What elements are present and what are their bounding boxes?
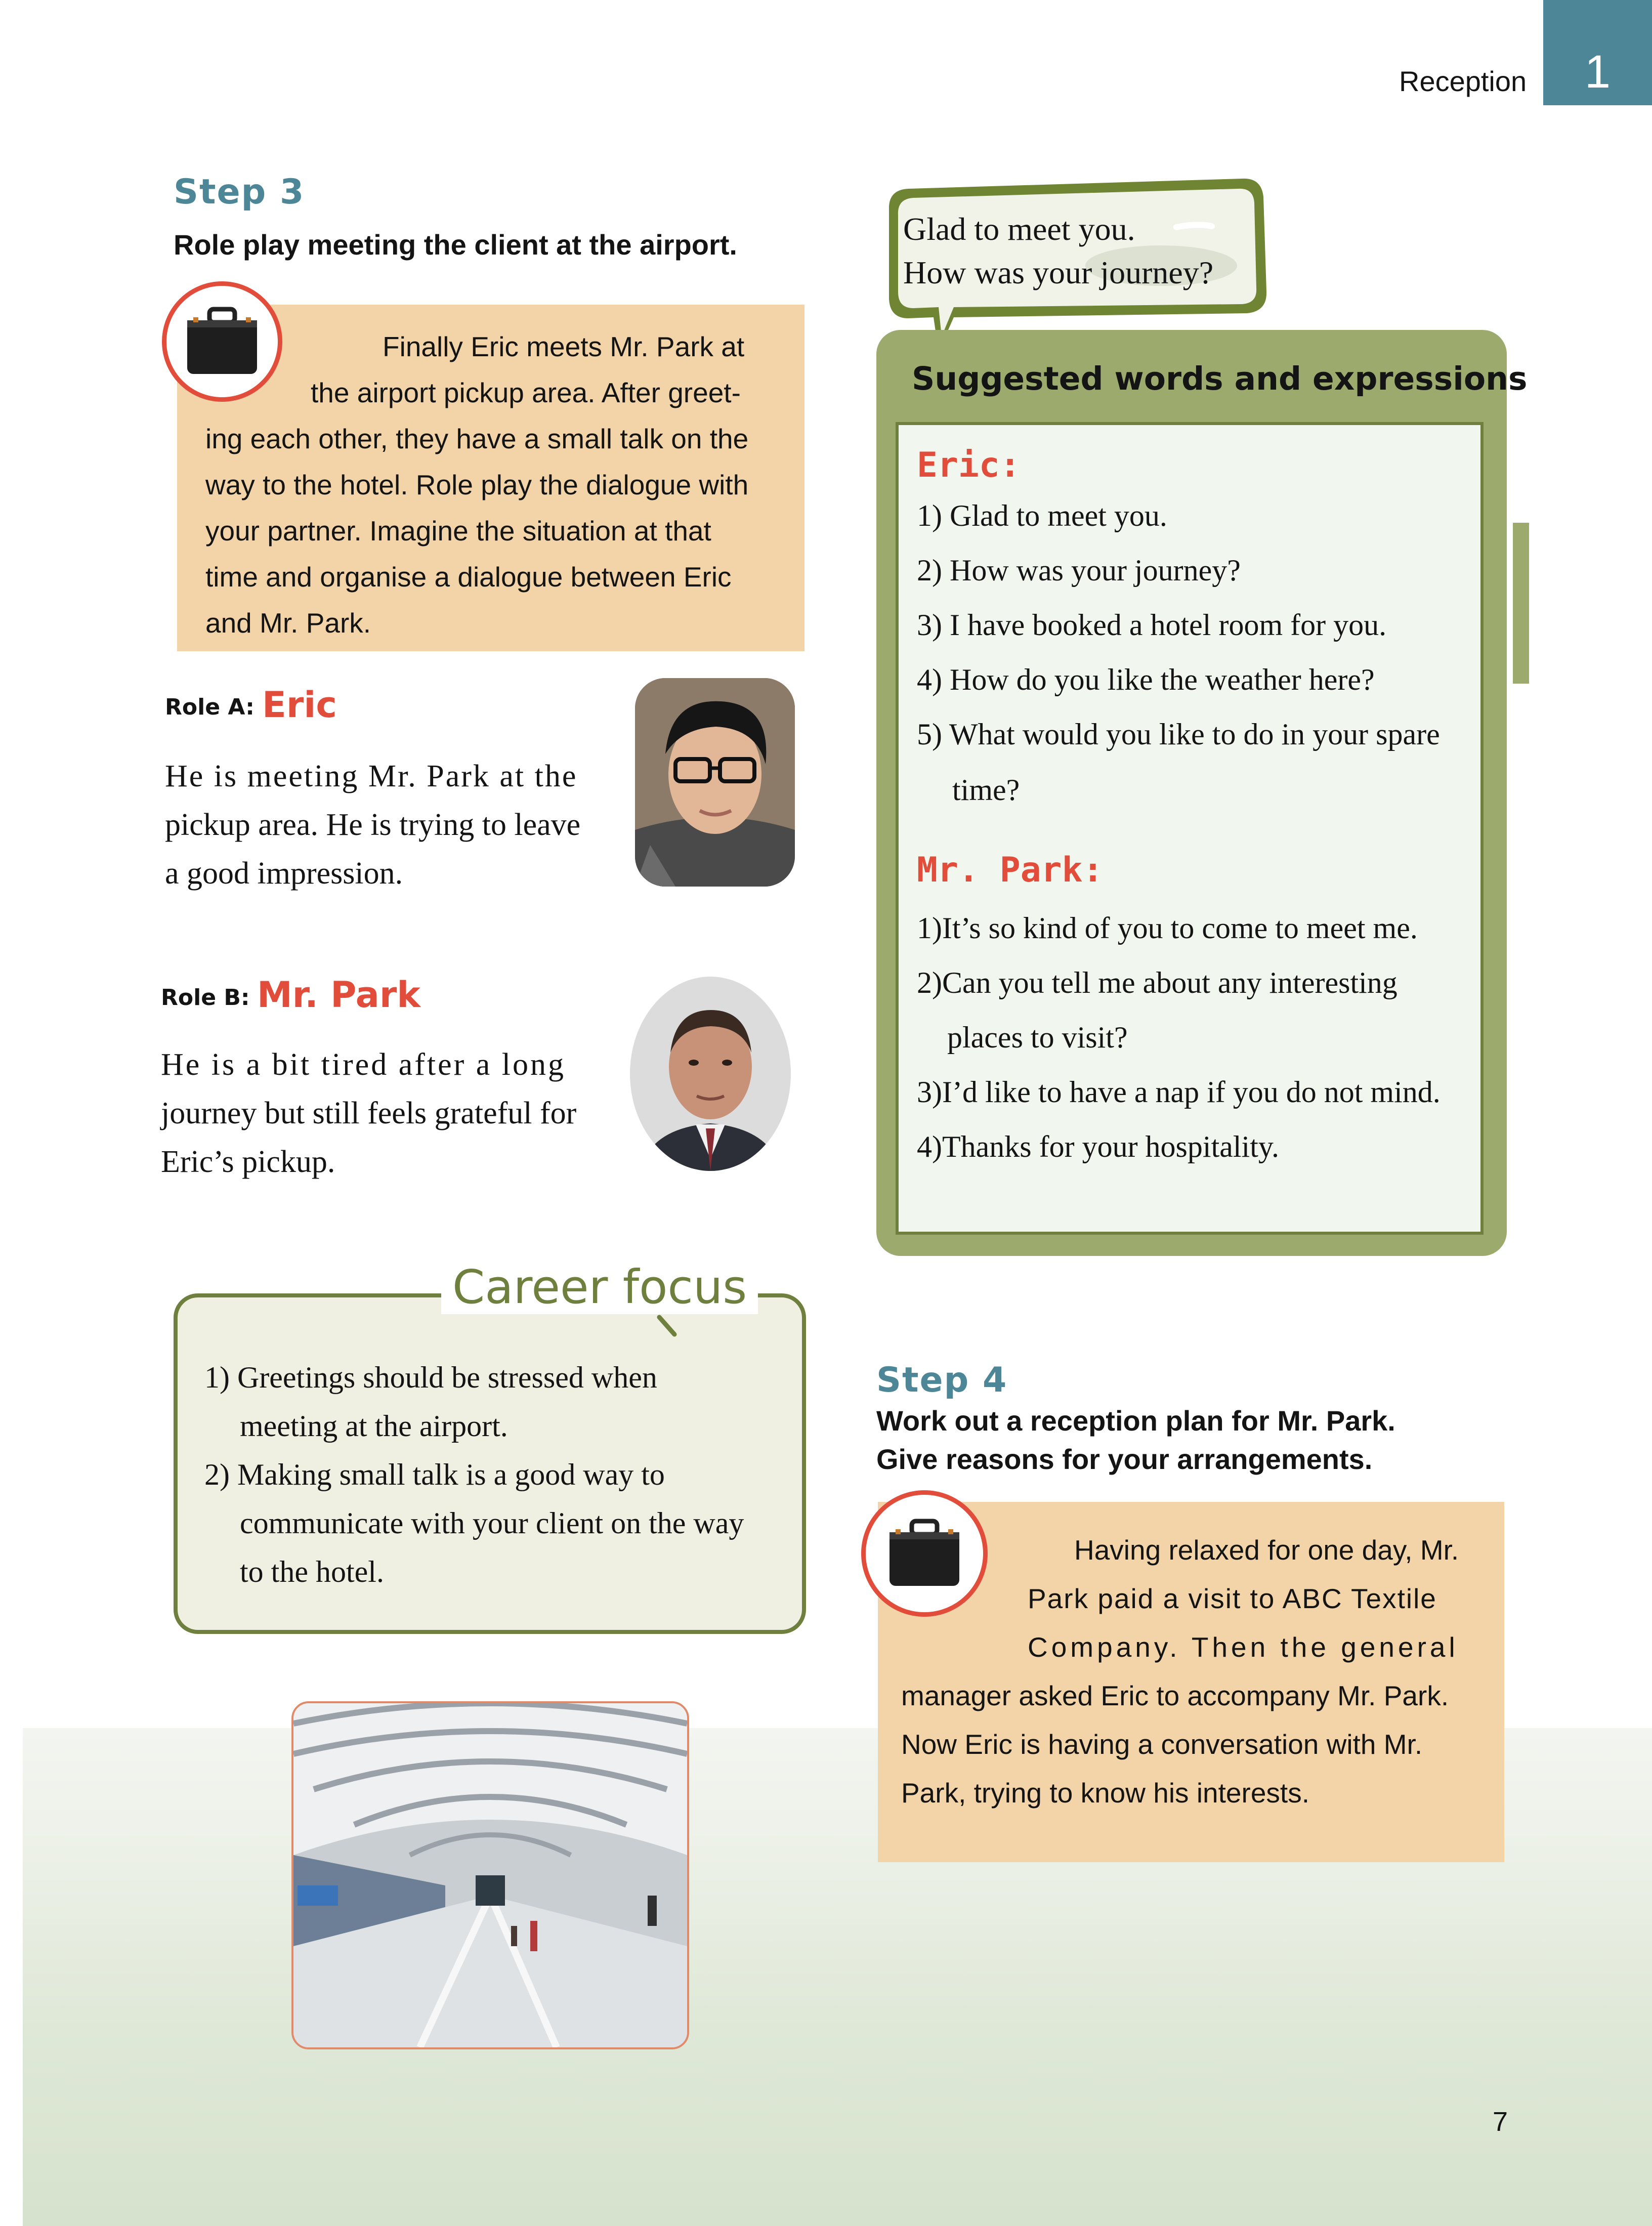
- item-text: Thanks for your hospitality.: [942, 1130, 1279, 1163]
- career-focus-item-continued: meeting at the airport.: [240, 1409, 508, 1443]
- item-number: 1): [917, 911, 942, 945]
- item-text: Can you tell me about any interesting: [942, 966, 1397, 999]
- item-text: How was your journey?: [949, 554, 1241, 587]
- item-number: 1): [204, 1361, 230, 1394]
- airport-terminal-photo: [291, 1701, 689, 2049]
- career-focus-item-continued: to the hotel.: [240, 1555, 384, 1588]
- task-line: the airport pickup area. After greet-: [311, 377, 741, 408]
- step3-heading: Step 3: [174, 172, 305, 212]
- park-expressions-label: Mr. Park:: [917, 850, 1104, 890]
- role-b-line: Eric’s pickup.: [161, 1145, 335, 1179]
- role-a-label: Role A:: [165, 694, 255, 720]
- mr-park-photo: [630, 977, 791, 1171]
- task-line: Finally Eric meets Mr. Park at: [383, 331, 745, 362]
- item-number: 2): [917, 966, 942, 999]
- role-b-line: journey but still feels grateful for: [161, 1096, 577, 1130]
- task-line: Having relaxed for one day, Mr.: [1074, 1534, 1459, 1566]
- magnifier-icon: [645, 1303, 681, 1338]
- item-text: It’s so kind of you to come to meet me.: [942, 911, 1418, 945]
- item-number: 2): [204, 1458, 230, 1491]
- role-b-line: He is a bit tired after a long: [161, 1047, 566, 1082]
- bubble-line: Glad to meet you.: [903, 211, 1135, 247]
- task-line: manager asked Eric to accompany Mr. Park.: [901, 1680, 1449, 1711]
- task-line: Now Eric is having a conversation with Mr.: [901, 1729, 1423, 1760]
- expression-item-continued: time?: [952, 773, 1020, 807]
- expression-item: [917, 553, 1241, 588]
- role-a-line: pickup area. He is trying to leave: [165, 808, 581, 842]
- eric-expressions-label: Eric:: [917, 445, 1021, 485]
- suggested-title: Suggested words and expressions: [912, 360, 1528, 397]
- task-line: time and organise a dialogue between Eric: [205, 561, 732, 593]
- role-a-line: He is meeting Mr. Park at the: [165, 759, 578, 793]
- expression-item: [917, 498, 1167, 533]
- task-line: your partner. Imagine the situation at that: [205, 515, 711, 547]
- suggested-inner-panel: [896, 422, 1484, 1235]
- page-number: 7: [1493, 2107, 1508, 2137]
- role-b-label: Role B:: [161, 985, 250, 1011]
- expression-item: [917, 911, 1418, 946]
- task-line: ing each other, they have a small talk on the: [205, 423, 749, 454]
- item-number: 4): [917, 663, 942, 696]
- eric-photo: [635, 678, 795, 887]
- career-focus-item-continued: communicate with your client on the way: [240, 1506, 744, 1540]
- step4-heading: Step 4: [876, 1360, 1008, 1400]
- task-line: Park, trying to know his interests.: [901, 1777, 1309, 1809]
- task-line: Company. Then the general: [1028, 1631, 1459, 1663]
- role-a-name: Eric: [262, 684, 337, 726]
- item-number: 3): [917, 1075, 942, 1109]
- item-number: 5): [917, 718, 942, 751]
- expression-item: [917, 1129, 1279, 1164]
- chapter-tab: [1543, 0, 1652, 105]
- suggested-side-tab: [1513, 523, 1529, 684]
- task-line: and Mr. Park.: [205, 607, 371, 639]
- chapter-number: 1: [1584, 46, 1611, 98]
- briefcase-icon: [886, 1518, 962, 1589]
- item-text: Glad to meet you.: [949, 499, 1167, 532]
- item-text: I have booked a hotel room for you.: [949, 608, 1387, 642]
- expression-item: [917, 662, 1375, 697]
- career-focus-item: [204, 1353, 657, 1402]
- expression-item: [917, 965, 1397, 1000]
- step3-subtitle: Role play meeting the client at the airport.: [174, 229, 737, 261]
- task-line: way to the hotel. Role play the dialogue with: [205, 469, 749, 500]
- bubble-line: How was your journey?: [903, 255, 1214, 290]
- item-number: 3): [917, 608, 942, 642]
- role-a-line: a good impression.: [165, 856, 403, 891]
- chapter-title: Reception: [1399, 65, 1527, 97]
- task-line: Park paid a visit to ABC Textile: [1028, 1583, 1437, 1614]
- briefcase-icon: [184, 306, 260, 377]
- briefcase-badge: [861, 1490, 988, 1617]
- step4-subtitle-line: Give reasons for your arrangements.: [876, 1443, 1373, 1475]
- expression-item-continued: places to visit?: [947, 1021, 1128, 1054]
- step4-subtitle-line: Work out a reception plan for Mr. Park.: [876, 1405, 1395, 1437]
- career-focus-item: [204, 1450, 665, 1499]
- item-text: What would you like to do in your spare: [949, 718, 1440, 751]
- expression-item: [917, 717, 1440, 752]
- expression-item: [917, 608, 1386, 643]
- item-number: 4): [917, 1130, 942, 1163]
- item-text: Making small talk is a good way to: [237, 1458, 665, 1491]
- briefcase-badge: [162, 281, 282, 402]
- role-b-name: Mr. Park: [257, 974, 420, 1016]
- item-number: 1): [917, 499, 942, 532]
- item-text: How do you like the weather here?: [949, 663, 1375, 696]
- item-number: 2): [917, 554, 942, 587]
- career-focus-title: Career focus: [441, 1260, 758, 1314]
- expression-item: [917, 1075, 1441, 1110]
- item-text: I’d like to have a nap if you do not mind.: [942, 1075, 1441, 1109]
- item-text: Greetings should be stressed when: [237, 1361, 657, 1394]
